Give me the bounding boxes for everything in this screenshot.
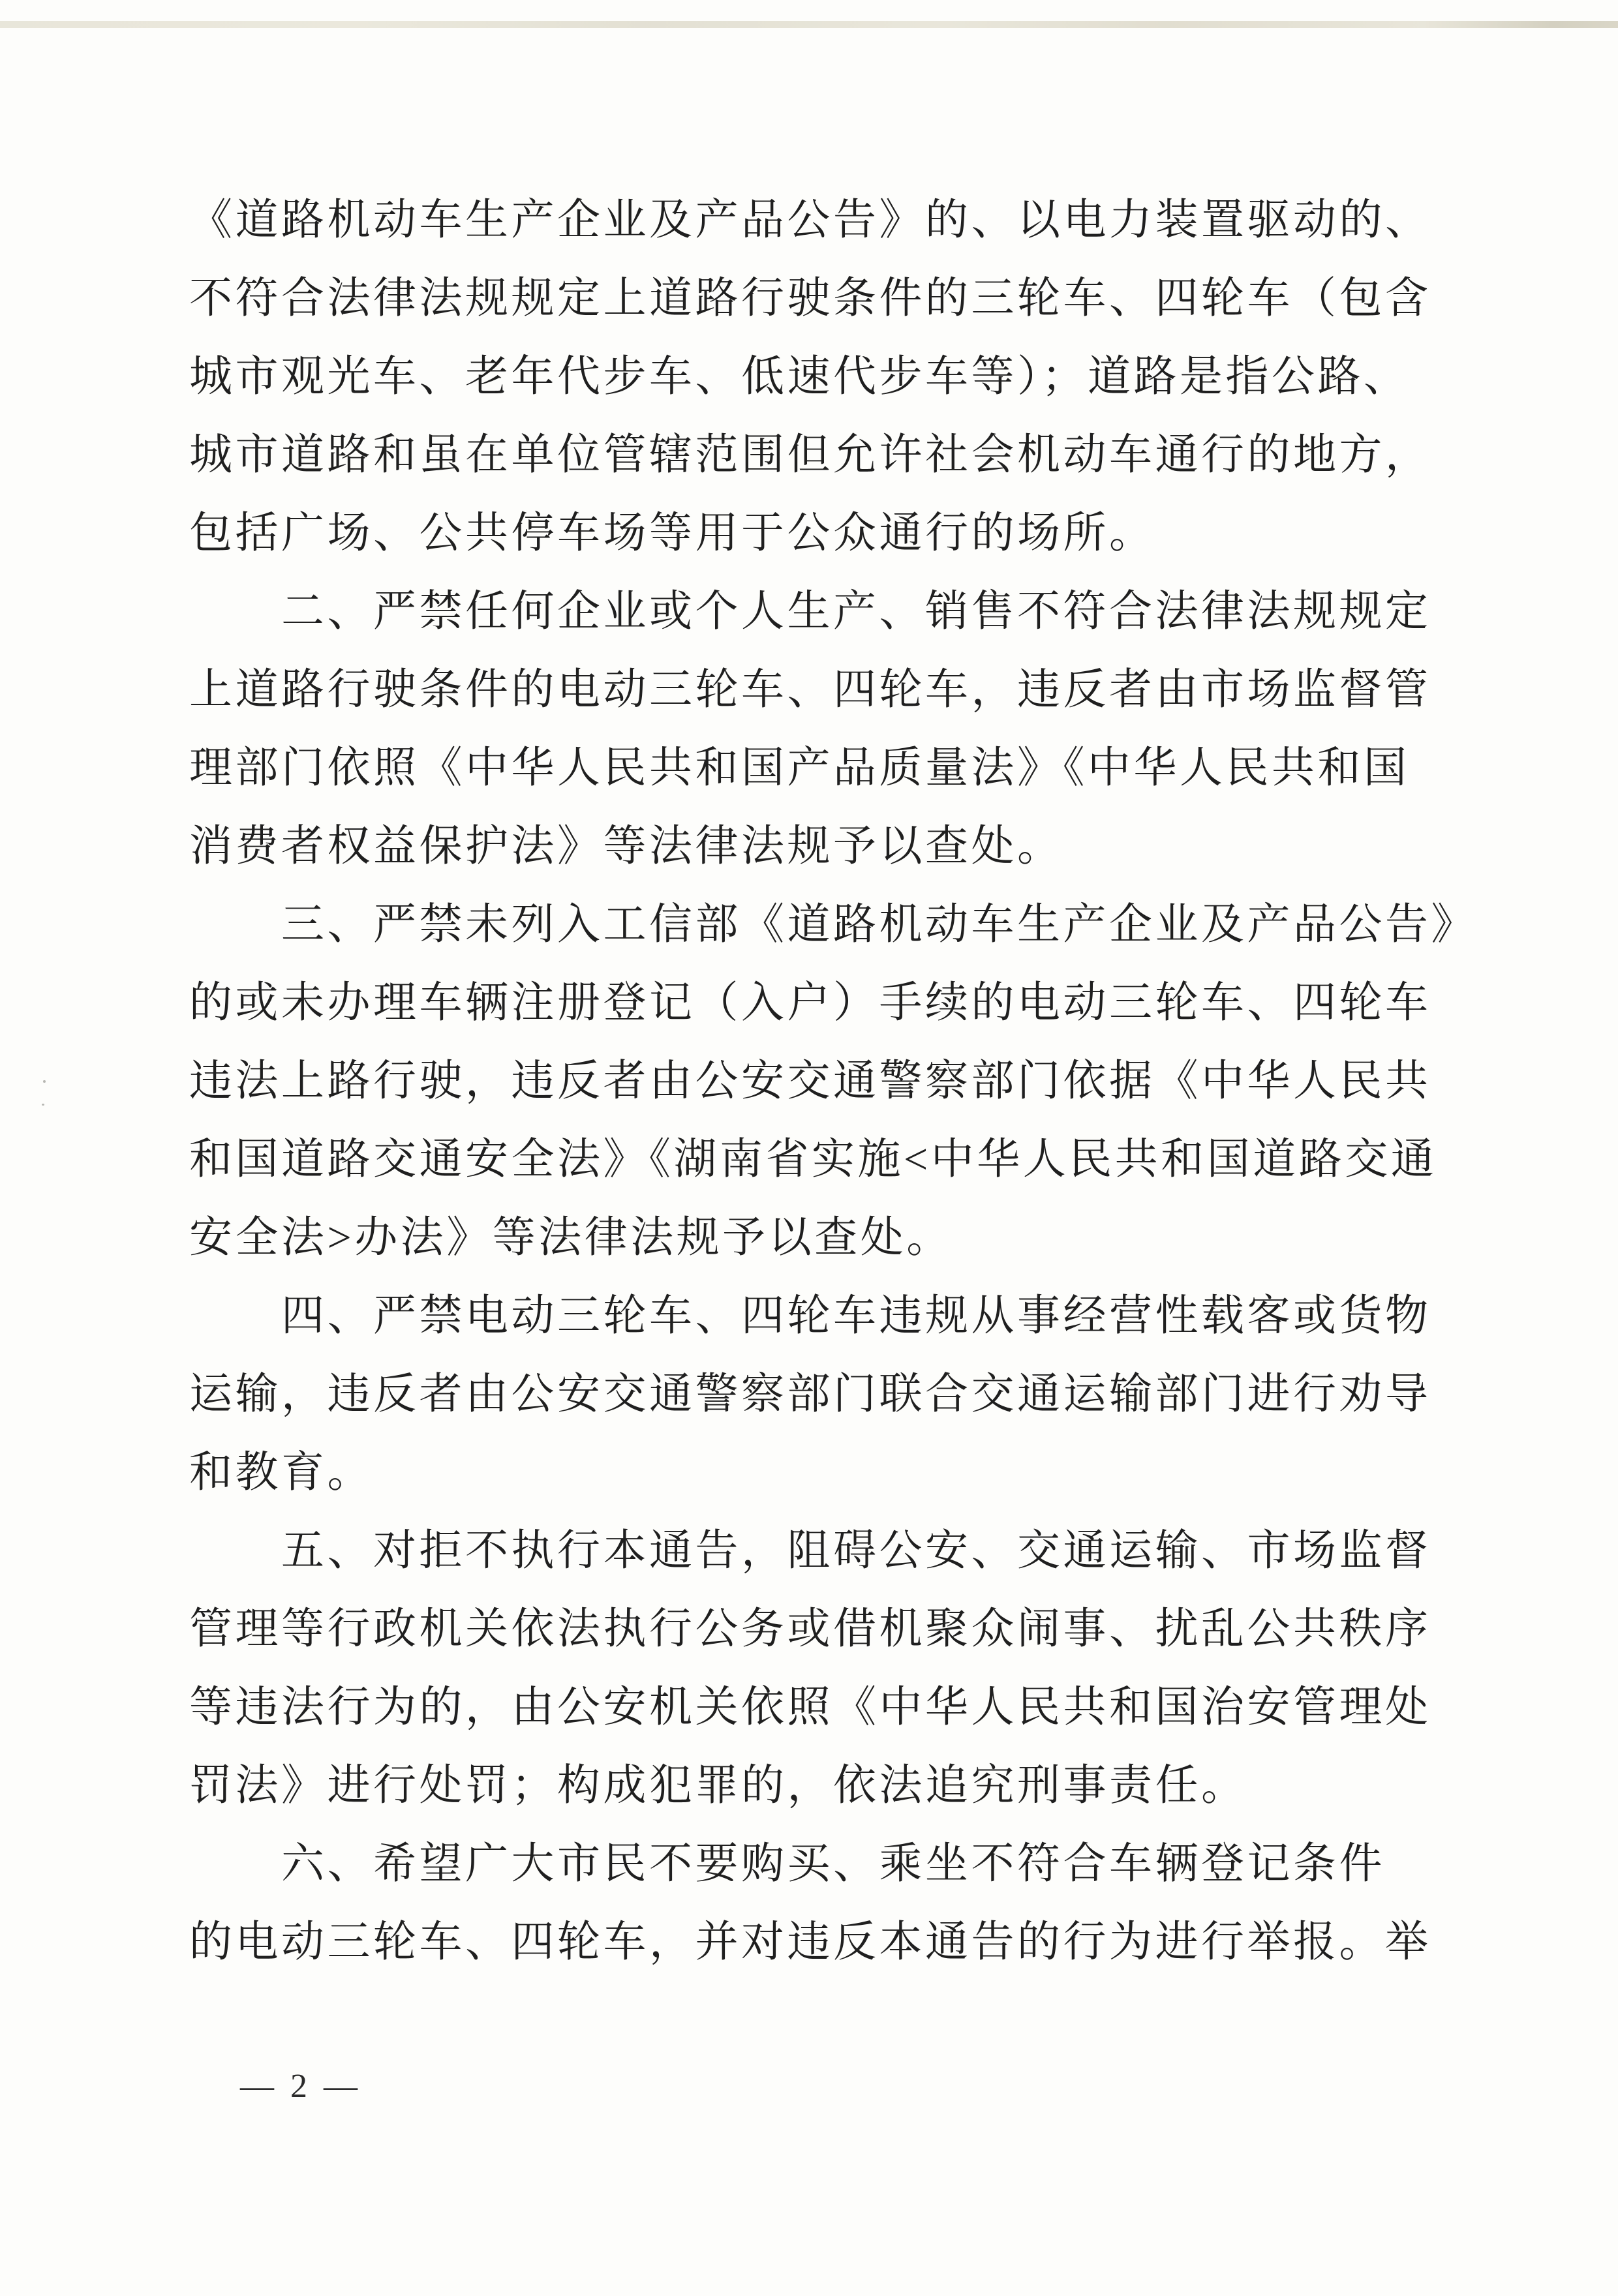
scan-speck	[43, 1080, 46, 1083]
document-line: 和国道路交通安全法》《湖南省实施<中华人民共和国道路交通	[189, 1136, 1437, 1183]
document-line: 五、对拒不执行本通告，阻碍公安、交通运输、市场监督	[281, 1527, 1431, 1575]
document-line: 管理等行政机关依法执行公务或借机聚众闹事、扰乱公共秩序	[189, 1605, 1431, 1653]
document-line: 罚法》进行处罚；构成犯罪的，依法追究刑事责任。	[189, 1762, 1247, 1809]
document-line: 理部门依照《中华人民共和国产品质量法》《中华人民共和国	[189, 744, 1410, 792]
document-line: 的电动三轮车、四轮车，并对违反本通告的行为进行举报。举	[189, 1918, 1431, 1966]
document-line: 违法上路行驶，违反者由公安交通警察部门依据《中华人民共	[189, 1057, 1431, 1105]
document-line: 等违法行为的，由公安机关依照《中华人民共和国治安管理处	[189, 1684, 1431, 1731]
document-line: 三、严禁未列入工信部《道路机动车生产企业及产品公告》	[281, 901, 1477, 948]
document-line: 的或未办理车辆注册登记（入户）手续的电动三轮车、四轮车	[189, 979, 1431, 1027]
document-line: 四、严禁电动三轮车、四轮车违规从事经营性载客或货物	[281, 1292, 1431, 1340]
document-line: 消费者权益保护法》等法律法规予以查处。	[189, 823, 1063, 870]
page-number: — 2 —	[240, 2068, 361, 2105]
scan-speck	[42, 1104, 44, 1106]
document-line: 上道路行驶条件的电动三轮车、四轮车，违反者由市场监督管	[189, 666, 1431, 714]
scan-artifact-line	[0, 21, 1618, 28]
document-body	[189, 181, 1477, 1982]
document-line: 和教育。	[189, 1449, 373, 1496]
document-line: 六、希望广大市民不要购买、乘坐不符合车辆登记条件	[281, 1840, 1385, 1888]
document-line: 包括广场、公共停车场等用于公众通行的场所。	[189, 509, 1155, 557]
document-line: 城市观光车、老年代步车、低速代步车等）；道路是指公路、	[189, 353, 1410, 400]
document-line: 安全法>办法》等法律法规予以查处。	[189, 1214, 953, 1261]
document-line: 运输，违反者由公安交通警察部门联合交通运输部门进行劝导	[189, 1370, 1431, 1418]
document-line: 不符合法律法规规定上道路行驶条件的三轮车、四轮车（包含	[189, 275, 1431, 322]
document-line: 城市道路和虽在单位管辖范围但允许社会机动车通行的地方，	[189, 431, 1431, 479]
document-line: 《道路机动车生产企业及产品公告》的、以电力装置驱动的、	[189, 196, 1431, 244]
document-line: 二、严禁任何企业或个人生产、销售不符合法律法规规定	[281, 588, 1431, 635]
